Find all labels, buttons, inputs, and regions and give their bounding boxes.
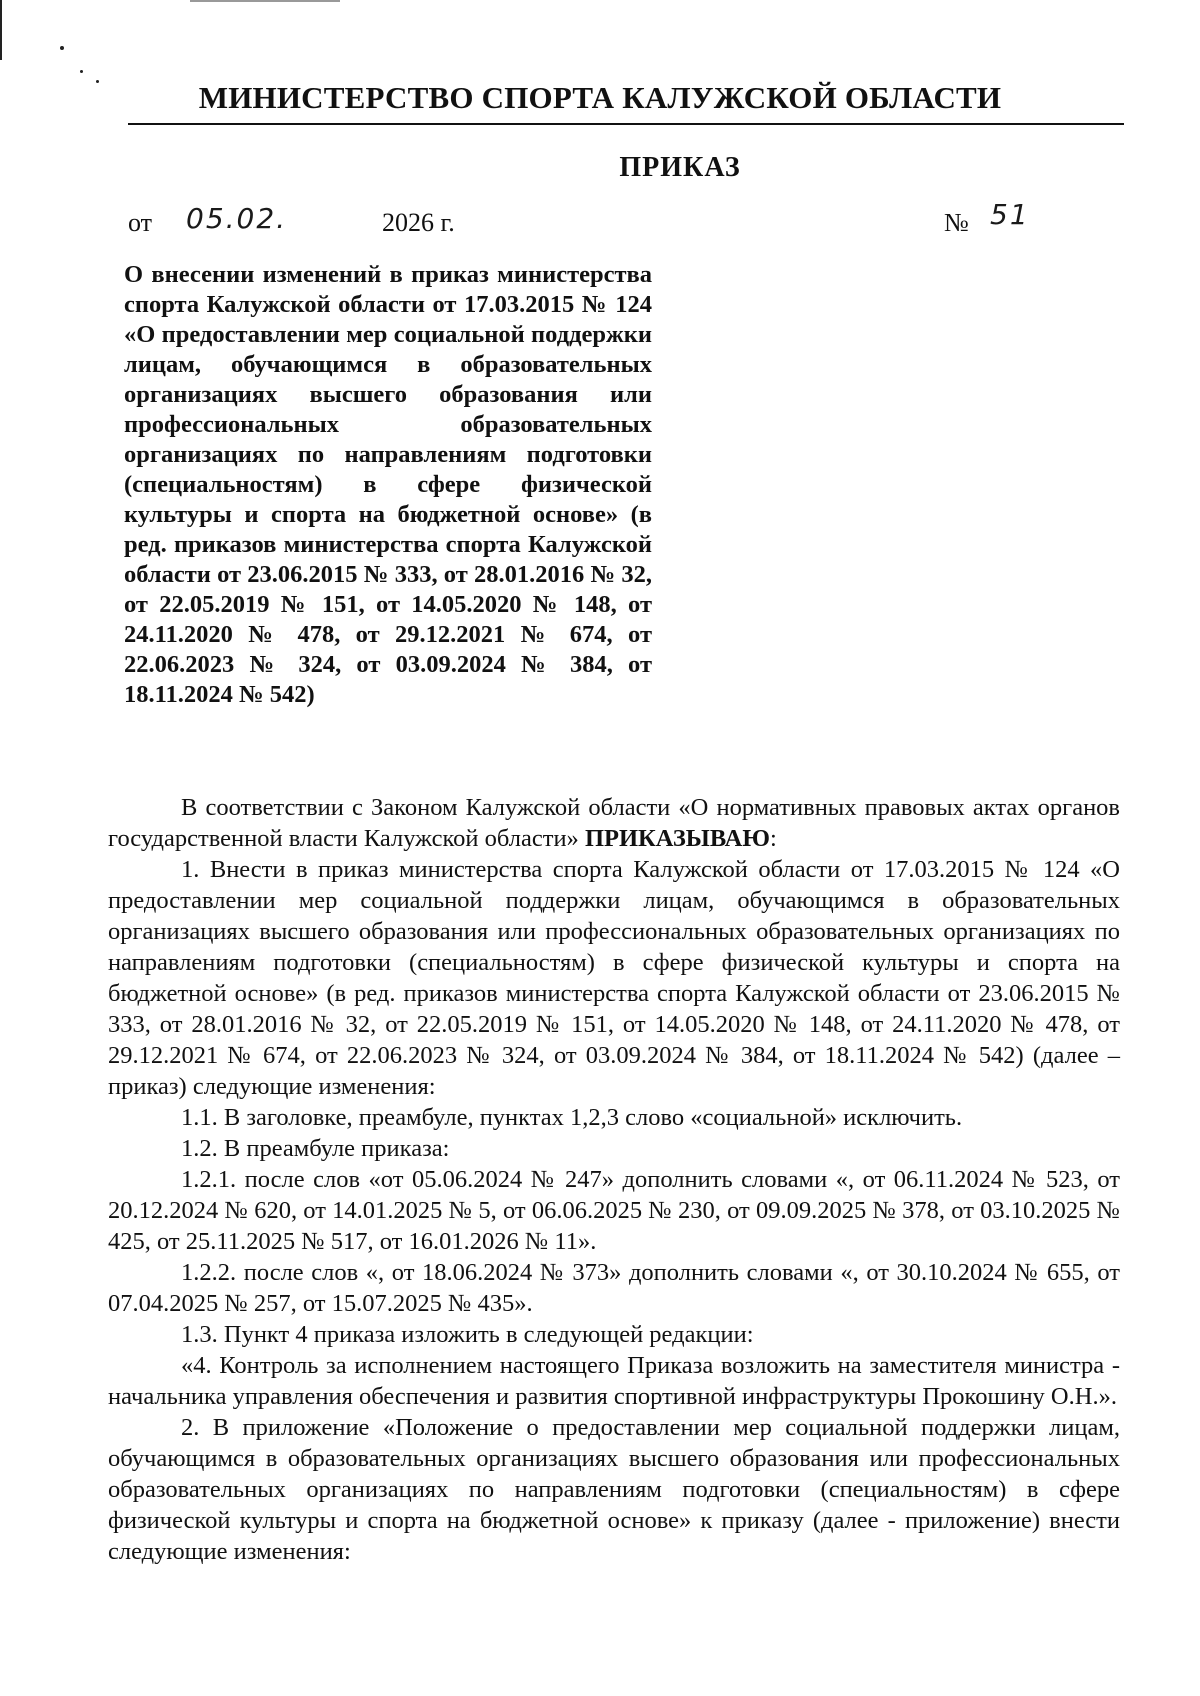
paragraph-1-3-text: «4. Контроль за исполнением настоящего Приказа возложить на заместителя министра - начальника управления обеспечения и развития спортивной инфраструктуры Прокошину О.Н.».: [108, 1352, 1120, 1410]
preamble-paragraph: [108, 792, 1120, 854]
order-word: ПРИКАЗЫВАЮ: [584, 825, 770, 852]
header-divider: [128, 123, 1124, 125]
date-prefix: от: [128, 208, 153, 237]
paragraph-1-3: 1.3. Пункт 4 приказа изложить в следующей редакции:: [181, 1321, 754, 1348]
scan-dot: [60, 46, 64, 50]
scan-edge-mark: [0, 0, 2, 60]
scan-dot: [96, 80, 99, 83]
preamble-text: В соответствии с Законом Калужской области «О нормативных правовых актах органов государственной власти Калужской области»: [108, 794, 1120, 852]
order-body: [108, 792, 1120, 1567]
paragraph-1-2-1: 1.2.1. после слов «от 05.06.2024 № 247» дополнить словами «, от 06.11.2024 № 523, от 20.12.2024 № 620, от 14.01.2025 № 5, от 06.06.2025 № 230, от 09.09.2025 № 378, от 03.10.2025 № 425, от 25.11.2025 № 517, от 16.01.2026 № 11».: [108, 1166, 1120, 1255]
ministry-title: МИНИСТЕРСТВО СПОРТА КАЛУЖСКОЙ ОБЛАСТИ: [198, 80, 1002, 115]
handwritten-date: 05.02.: [186, 202, 288, 235]
number-prefix: №: [944, 208, 969, 237]
order-year: 2026 г.: [382, 208, 455, 237]
paragraph-1: 1. Внести в приказ министерства спорта Калужской области от 17.03.2015 № 124 «О предоставлении мер социальной поддержки лицам, обучающимся в образовательных организациях высшего образования или профессиональных образовательных организациях по направлениям подготовки (специальностям) в сфере физической культуры и спорта на бюджетной основе» (в ред. приказов министерства спорта Калужской области от 23.06.2015 № 333, от 28.01.2016 № 32, от 22.05.2019 № 151, от 14.05.2020 № 148, от 24.11.2020 № 478, от 29.12.2021 № 674, от 22.06.2023 № 324, от 03.09.2024 № 384, от 18.11.2024 № 542) (далее – приказ) следующие изменения:: [108, 856, 1120, 1100]
scan-dot: [80, 70, 83, 73]
paragraph-2: 2. В приложение «Положение о предоставлении мер социальной поддержки лицам, обучающимся в образовательных организациях высшего образования или профессиональных образовательных организациях по направлениям подготовки (специальностям) в сфере физической культуры и спорта на бюджетной основе» к приказу (далее - приложение) внести следующие изменения:: [108, 1414, 1120, 1565]
order-subject: О внесении изменений в приказ министерства спорта Калужской области от 17.03.2015 № 124 «О предоставлении мер социальной поддержки лицам, обучающимся в образовательных организациях высшего образования или профессиональных образовательных организациях по направлениям подготовки (специальностям) в сфере физической культуры и спорта на бюджетной основе» (в ред. приказов министерства спорта Калужской области от 23.06.2015 № 333, от 28.01.2016 № 32, от 22.05.2019 № 151, от 14.05.2020 № 148, от 24.11.2020 № 478, от 29.12.2021 № 674, от 22.06.2023 № 324, от 03.09.2024 № 384, от 18.11.2024 № 542): [124, 261, 652, 708]
paragraph-1-2-2: 1.2.2. после слов «, от 18.06.2024 № 373» дополнить словами «, от 30.10.2024 № 655, от 07.04.2025 № 257, от 15.07.2025 № 435».: [108, 1259, 1120, 1317]
paragraph-1-2: 1.2. В преамбуле приказа:: [181, 1135, 450, 1162]
document-type: ПРИКАЗ: [619, 152, 741, 183]
order-colon: :: [769, 825, 777, 852]
scan-top-line: [190, 0, 340, 2]
handwritten-number: 51: [990, 198, 1030, 231]
paragraph-1-1: 1.1. В заголовке, преамбуле, пунктах 1,2,3 слово «социальной» исключить.: [181, 1104, 963, 1131]
